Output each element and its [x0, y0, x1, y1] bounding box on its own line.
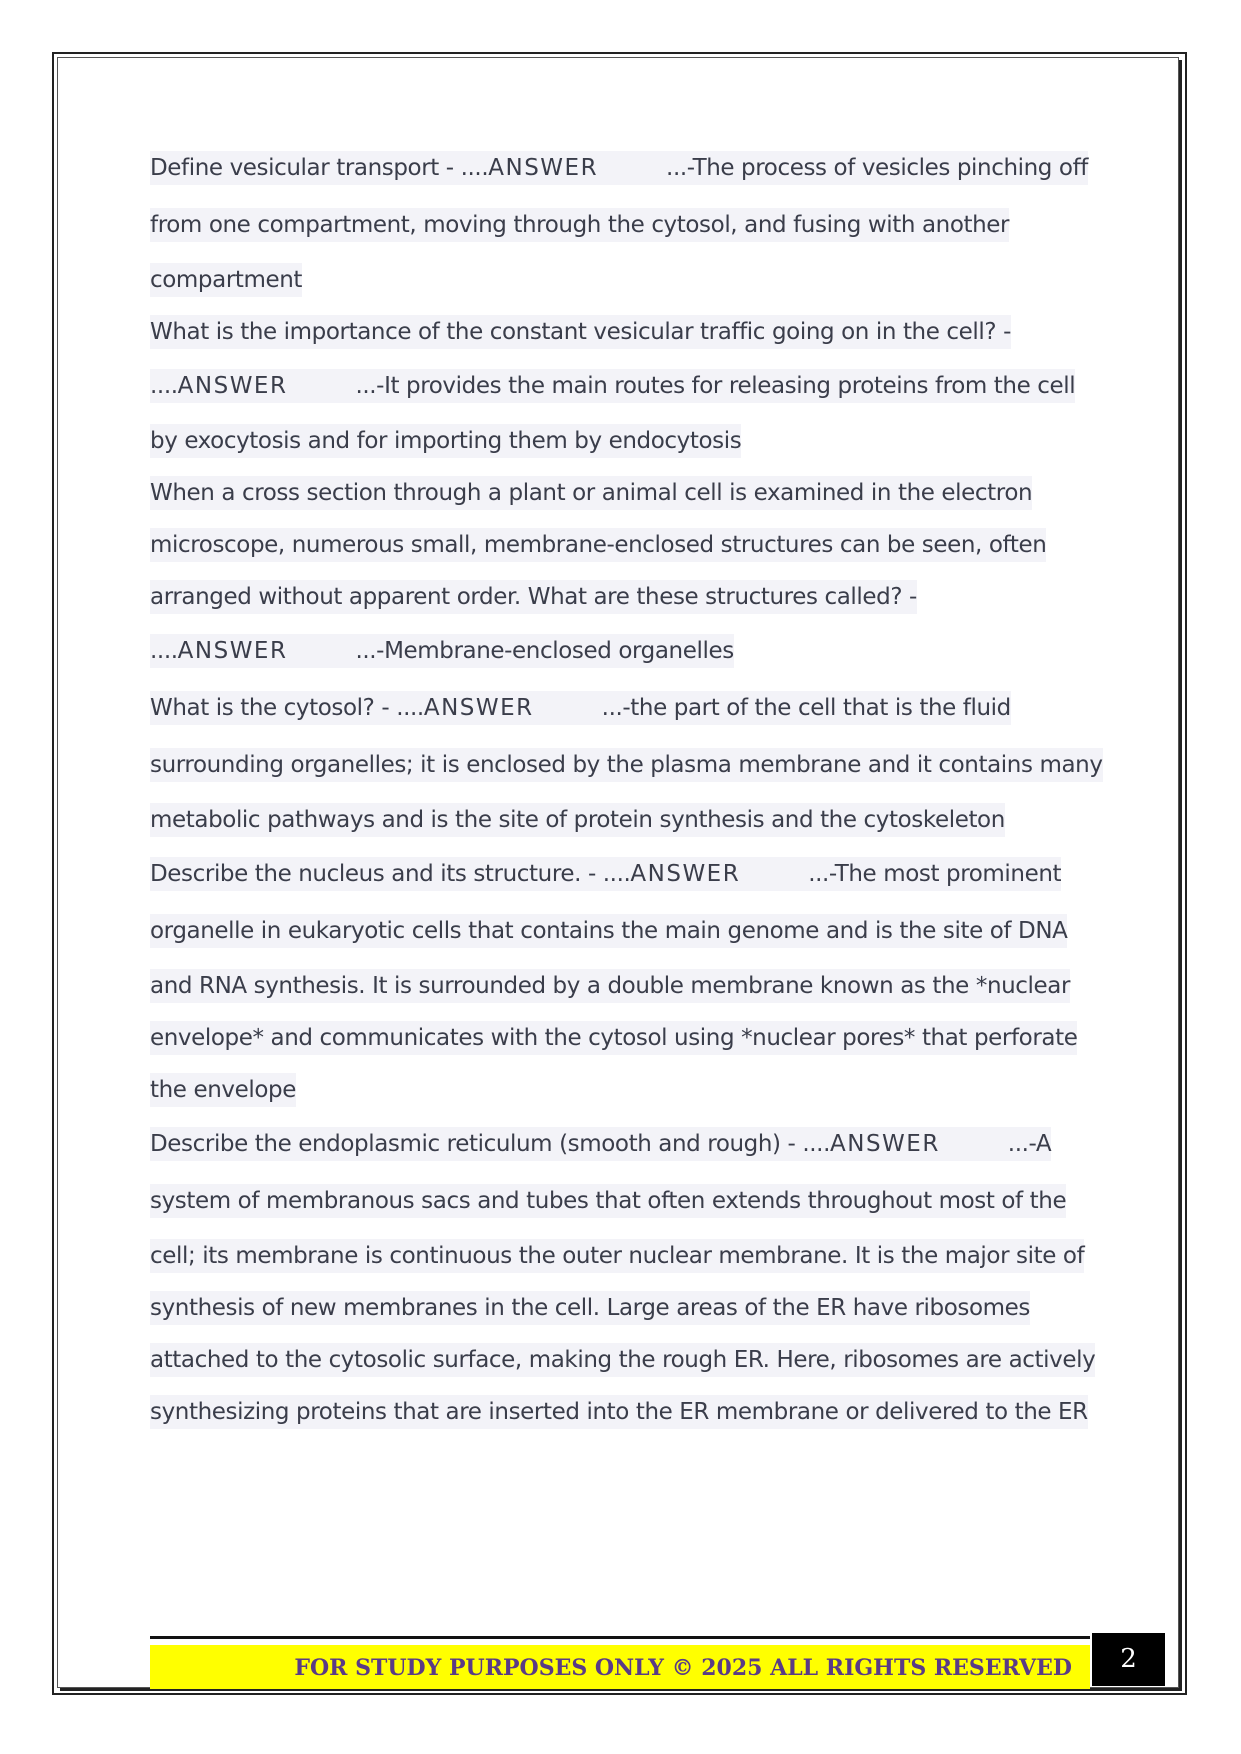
text-line-17: envelope* and communicates with the cytosol using *nuclear pores* that perforate: [150, 1012, 1090, 1064]
text-line-21: cell; its membrane is continuous the outer nuclear membrane. It is the major site of: [150, 1230, 1090, 1282]
text-line-11: What is the cytosol? - ....ANSWER ...-the part of the cell that is the fluid: [150, 680, 1090, 737]
footer-notice: FOR STUDY PURPOSES ONLY © 2025 ALL RIGHTS RESERVED: [150, 1645, 1090, 1689]
document-body: [150, 140, 1103, 1438]
text-line-6: by exocytosis and for importing them by endocytosis: [150, 415, 1090, 467]
text-line-23: attached to the cytosolic surface, making the rough ER. Here, ribosomes are actively: [150, 1334, 1090, 1386]
text-line-24: synthesizing proteins that are inserted into the ER membrane or delivered to the ER: [150, 1386, 1090, 1438]
text-line-12: surrounding organelles; it is enclosed by the plasma membrane and it contains many: [150, 737, 1090, 794]
text-line-8: microscope, numerous small, membrane-enclosed structures can be seen, often: [150, 519, 1090, 571]
text-line-19: Describe the endoplasmic reticulum (smooth and rough) - ....ANSWER ...-A: [150, 1116, 1090, 1173]
text-line-16: and RNA synthesis. It is surrounded by a double membrane known as the *nuclear: [150, 960, 1090, 1012]
text-line-22: synthesis of new membranes in the cell. Large areas of the ER have ribosomes: [150, 1282, 1090, 1334]
text-line-3: compartment: [150, 254, 1090, 306]
text-line-14: Describe the nucleus and its structure. - ....ANSWER ...-The most prominent: [150, 846, 1090, 903]
text-line-15: organelle in eukaryotic cells that contains the main genome and is the site of DNA: [150, 903, 1090, 960]
text-line-2: from one compartment, moving through the cytosol, and fusing with another: [150, 197, 1090, 254]
footer-divider: [150, 1636, 1090, 1639]
text-line-13: metabolic pathways and is the site of protein synthesis and the cytoskeleton: [150, 794, 1090, 846]
text-line-18: the envelope: [150, 1064, 1090, 1116]
text-line-7: When a cross section through a plant or animal cell is examined in the electron: [150, 467, 1090, 519]
text-line-4: What is the importance of the constant vesicular traffic going on in the cell? -: [150, 306, 1090, 358]
text-line-1: Define vesicular transport - ....ANSWER ...-The process of vesicles pinching off: [150, 140, 1090, 197]
text-line-5: ....ANSWER ...-It provides the main routes for releasing proteins from the cell: [150, 358, 1090, 415]
text-line-10: ....ANSWER ...-Membrane-enclosed organelles: [150, 623, 1090, 680]
text-line-20: system of membranous sacs and tubes that often extends throughout most of the: [150, 1173, 1090, 1230]
text-line-9: arranged without apparent order. What are these structures called? -: [150, 571, 1090, 623]
page-number: 2: [1092, 1633, 1165, 1686]
